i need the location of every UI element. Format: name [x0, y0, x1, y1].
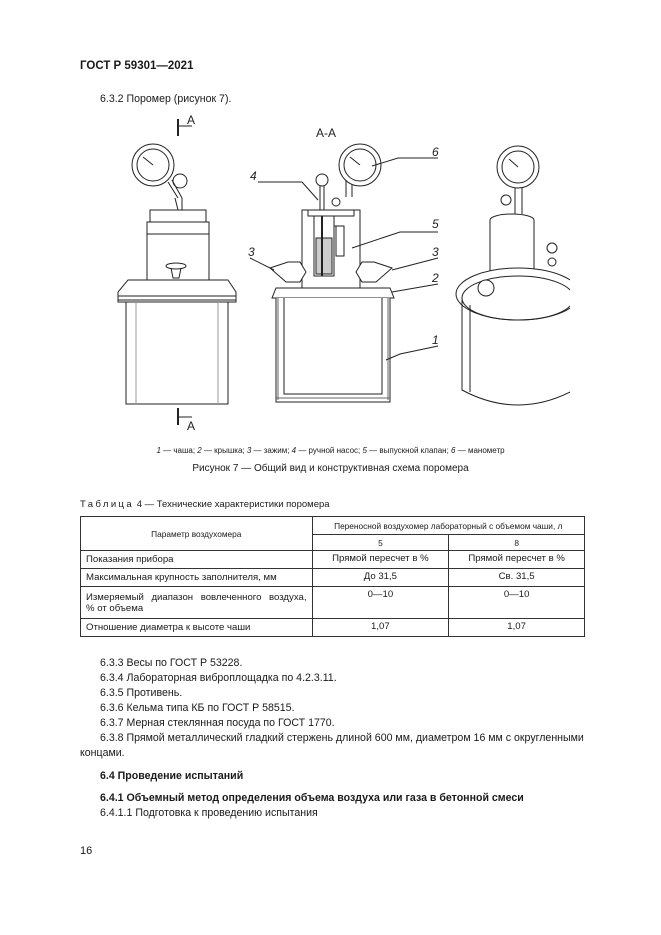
row-value-8: 0—10 — [449, 587, 585, 619]
header-param: Параметр воздухомера — [81, 517, 313, 551]
heading-6-4-1: 6.4.1 Объемный метод определения объема воздуха или газа в бетонной смеси — [100, 792, 524, 804]
fig-num-5: 5 — [432, 217, 439, 231]
section-6-3-2: 6.3.2 Поромер (рисунок 7). — [100, 93, 232, 105]
figure-caption: Рисунок 7 — Общий вид и конструктивная схема поромера — [192, 463, 469, 474]
table-row — [81, 587, 585, 619]
row-value-5: Прямой пересчет в % — [312, 551, 449, 569]
table-row — [81, 619, 585, 637]
table-row — [81, 551, 585, 569]
header-group: Переносной воздухомер лабораторный с объемом чаши, л — [312, 517, 584, 535]
figure-legend: 1 — чаша; 2 — крышка; 3 — зажим; 4 — ручной насос; 5 — выпускной клапан; 6 — манометр — [156, 446, 505, 455]
row-value-8: Прямой пересчет в % — [449, 551, 585, 569]
para-6-3-8-cont: концами. — [80, 747, 125, 759]
row-value-8: 1,07 — [449, 619, 585, 637]
fig-num-3-right: 3 — [432, 245, 439, 259]
row-value-5: 1,07 — [312, 619, 449, 637]
page-number: 16 — [80, 845, 93, 857]
header-col-5: 5 — [312, 535, 449, 551]
para-6-3-4: 6.3.4 Лабораторная виброплощадка по 4.2.3.11. — [100, 672, 337, 684]
spec-table — [80, 516, 585, 637]
para-6-3-7: 6.3.7 Мерная стеклянная посуда по ГОСТ 1770. — [100, 717, 335, 729]
figure-7-poromer — [100, 112, 570, 442]
heading-6-4: 6.4 Проведение испытаний — [100, 770, 244, 782]
para-6-3-8: 6.3.8 Прямой металлический гладкий стержень длиной 600 мм, диаметром 16 мм с округленными — [100, 732, 584, 744]
fig-num-6: 6 — [432, 145, 439, 159]
page-header: ГОСТ Р 59301—2021 — [80, 60, 194, 72]
cut-label-bottom: А — [187, 419, 196, 433]
table-row — [81, 569, 585, 587]
row-param: Измеряемый диапазон вовлеченного воздуха, % от объема — [81, 587, 313, 619]
row-value-5: До 31,5 — [312, 569, 449, 587]
fig-num-2: 2 — [432, 271, 439, 285]
row-value-8: Св. 31,5 — [449, 569, 585, 587]
cut-label-top: А — [187, 113, 196, 127]
para-6-4-1-1: 6.4.1.1 Подготовка к проведению испытания — [100, 807, 318, 819]
para-6-3-5: 6.3.5 Противень. — [100, 687, 183, 699]
fig-num-4: 4 — [250, 169, 257, 183]
row-param: Максимальная крупность заполнителя, мм — [81, 569, 313, 587]
para-6-3-6: 6.3.6 Кельма типа КБ по ГОСТ Р 58515. — [100, 702, 295, 714]
section-label: А-А — [316, 126, 337, 140]
header-col-8: 8 — [449, 535, 585, 551]
row-value-5: 0—10 — [312, 587, 449, 619]
table-caption: Таблица 4 — Технические характеристики поромера — [80, 499, 330, 510]
row-param: Показания прибора — [81, 551, 313, 569]
row-param: Отношение диаметра к высоте чаши — [81, 619, 313, 637]
fig-num-1: 1 — [432, 333, 439, 347]
fig-num-3-left: 3 — [248, 245, 255, 259]
para-6-3-3: 6.3.3 Весы по ГОСТ Р 53228. — [100, 657, 243, 669]
